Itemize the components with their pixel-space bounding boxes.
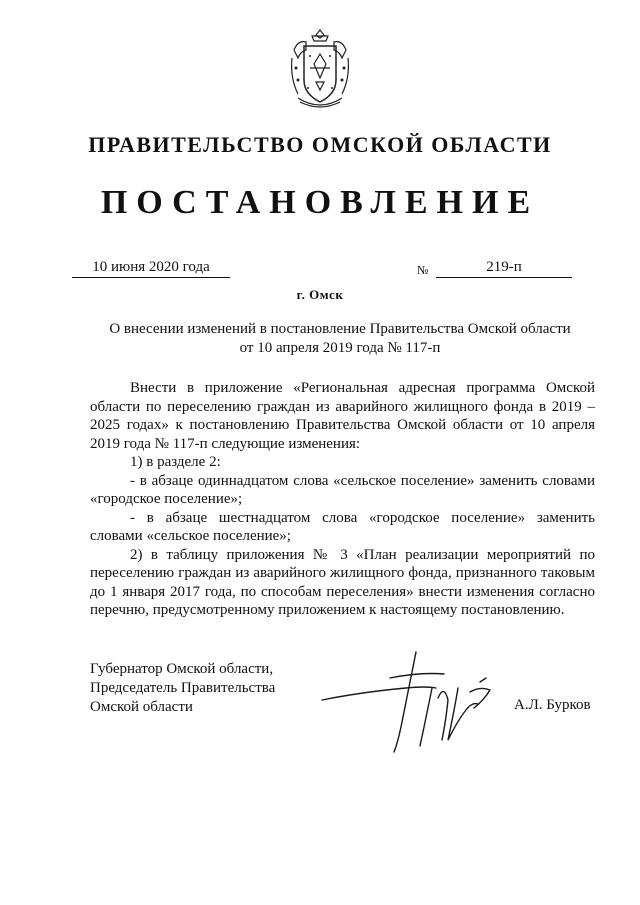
signatory-title-line-2: Председатель Правительства: [90, 680, 276, 696]
body-paragraph: 1) в разделе 2:: [130, 454, 221, 470]
document-date: 10 июня 2020 года: [72, 259, 230, 278]
subject-line-2: от 10 апреля 2019 года № 117-п: [239, 340, 441, 356]
body-paragraph: - в абзаце шестнадцатом слова «городское поселение» заменить словами «сельское поселение»;: [90, 509, 595, 544]
document-number: 219-п: [436, 259, 572, 278]
subject-line-1: О внесении изменений в постановление Правительства Омской области: [109, 321, 571, 337]
body-paragraph: - в абзаце одиннадцатом слова «сельское поселение» заменить словами «городское поселение»;: [90, 472, 595, 507]
handwritten-signature-icon: [320, 648, 510, 760]
signatory-title: [90, 660, 275, 717]
document-body: [90, 379, 595, 620]
signatory-name: А.Л. Бурков: [514, 697, 591, 713]
document-type: ПОСТАНОВЛЕНИЕ: [100, 184, 540, 221]
signatory-title-line-1: Губернатор Омской области,: [90, 661, 274, 677]
signatory-title-line-3: Омской области: [90, 699, 193, 715]
government-title: ПРАВИТЕЛЬСТВО ОМСКОЙ ОБЛАСТИ: [88, 132, 552, 157]
body-paragraph: 2) в таблицу приложения № 3 «План реализации мероприятий по переселению граждан из аварийного жилищного фонда, признанного таковым до 1 января 2017 года, по способам переселения» внести изменения согласно перечню, предусмотренному приложением к настоящему постановлению.: [90, 546, 595, 618]
number-sign: №: [417, 263, 429, 277]
document-subject: [90, 320, 590, 358]
body-paragraph: Внести в приложение «Региональная адресная программа Омской области по переселению граждан из аварийного жилищного фонда в 2019 – 2025 годах» к постановлению Правительства Омской области от 10 апреля 2019 года № 117-п следующие изменения:: [90, 380, 595, 452]
city: г. Омск: [296, 287, 344, 302]
coat-of-arms-icon: [286, 28, 354, 110]
